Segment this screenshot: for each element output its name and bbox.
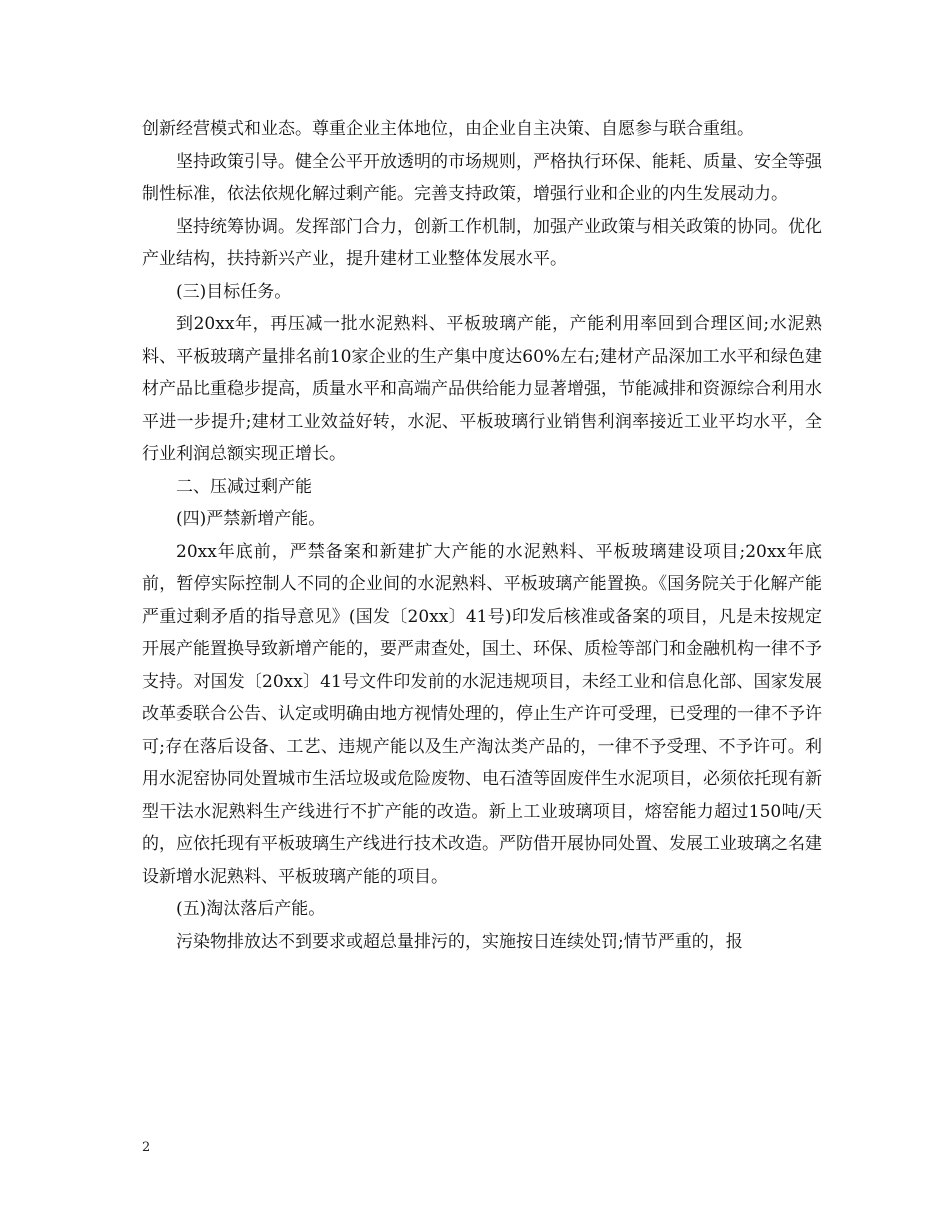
document-body (142, 113, 822, 958)
paragraph-eliminate-backward: 污染物排放达不到要求或超总量排污的，实施按日连续处罚;情节严重的，报 (176, 931, 743, 952)
paragraph-policy-guidance: 坚持政策引导。健全公平开放透明的市场规则，严格执行环保、能耗、质量、安全等强制性标准，依法依规化解过剩产能。完善支持政策，增强行业和企业的内生发展动力。 (142, 151, 822, 204)
chapter-heading-reduce-capacity: 二、压减过剩产能 (176, 476, 312, 497)
paragraph-continuation: 创新经营模式和业态。尊重企业主体地位，由企业自主决策、自愿参与联合重组。 (142, 119, 754, 139)
paragraph-coordination: 坚持统筹协调。发挥部门合力，创新工作机制，加强产业政策与相关政策的协同。优化产业结构，扶持新兴产业，提升建材工业整体发展水平。 (142, 216, 822, 269)
section-heading-targets: (三)目标任务。 (176, 281, 292, 302)
section-heading-eliminate-backward: (五)淘汰落后产能。 (176, 899, 326, 919)
section-heading-ban-new-capacity: (四)严禁新增产能。 (176, 509, 326, 529)
page-number: 2 (142, 1140, 151, 1155)
paragraph-ban-new-capacity: 20xx年底前，严禁备案和新建扩大产能的水泥熟料、平板玻璃建设项目;20xx年底前，暂停实际控制人不同的企业间的水泥熟料、平板玻璃产能置换。《国务院关于化解产能严重过剩矛盾的指导意见》(国发〔20xx〕41号)印发后核准或备案的项目，凡是未按规定开展产能置换导致新增产能的，要严肃查处，国土、环保、质检等部门和金融机构一律不予支持。对国发〔20xx〕41号文件印发前的水泥违规项目，未经工业和信息化部、国家发展改革委联合公告、认定或明确由地方视情处理的，停止生产许可受理，已受理的一律不予许可;存在落后设备、工艺、违规产能以及生产淘汰类产品的，一律不予受理、不予许可。利用水泥窑协同处置城市生活垃圾或危险废物、电石渣等固废伴生水泥项目，必须依托现有新型干法水泥熟料生产线进行不扩产能的改造。新上工业玻璃项目，熔窑能力超过150吨/天的，应依托现有平板玻璃生产线进行技术改造。严防借开展协同处置、发展工业玻璃之名建设新增水泥熟料、平板玻璃产能的项目。 (142, 541, 822, 887)
paragraph-targets: 到20xx年，再压减一批水泥熟料、平板玻璃产能，产能利用率回到合理区间;水泥熟料、平板玻璃产量排名前10家企业的生产集中度达60%左右;建材产品深加工水平和绿色建材产品比重稳步提高，质量水平和高端产品供给能力显著增强，节能减排和资源综合利用水平进一步提升;建材工业效益好转，水泥、平板玻璃行业销售利润率接近工业平均水平，全行业利润总额实现正增长。 (142, 314, 822, 464)
